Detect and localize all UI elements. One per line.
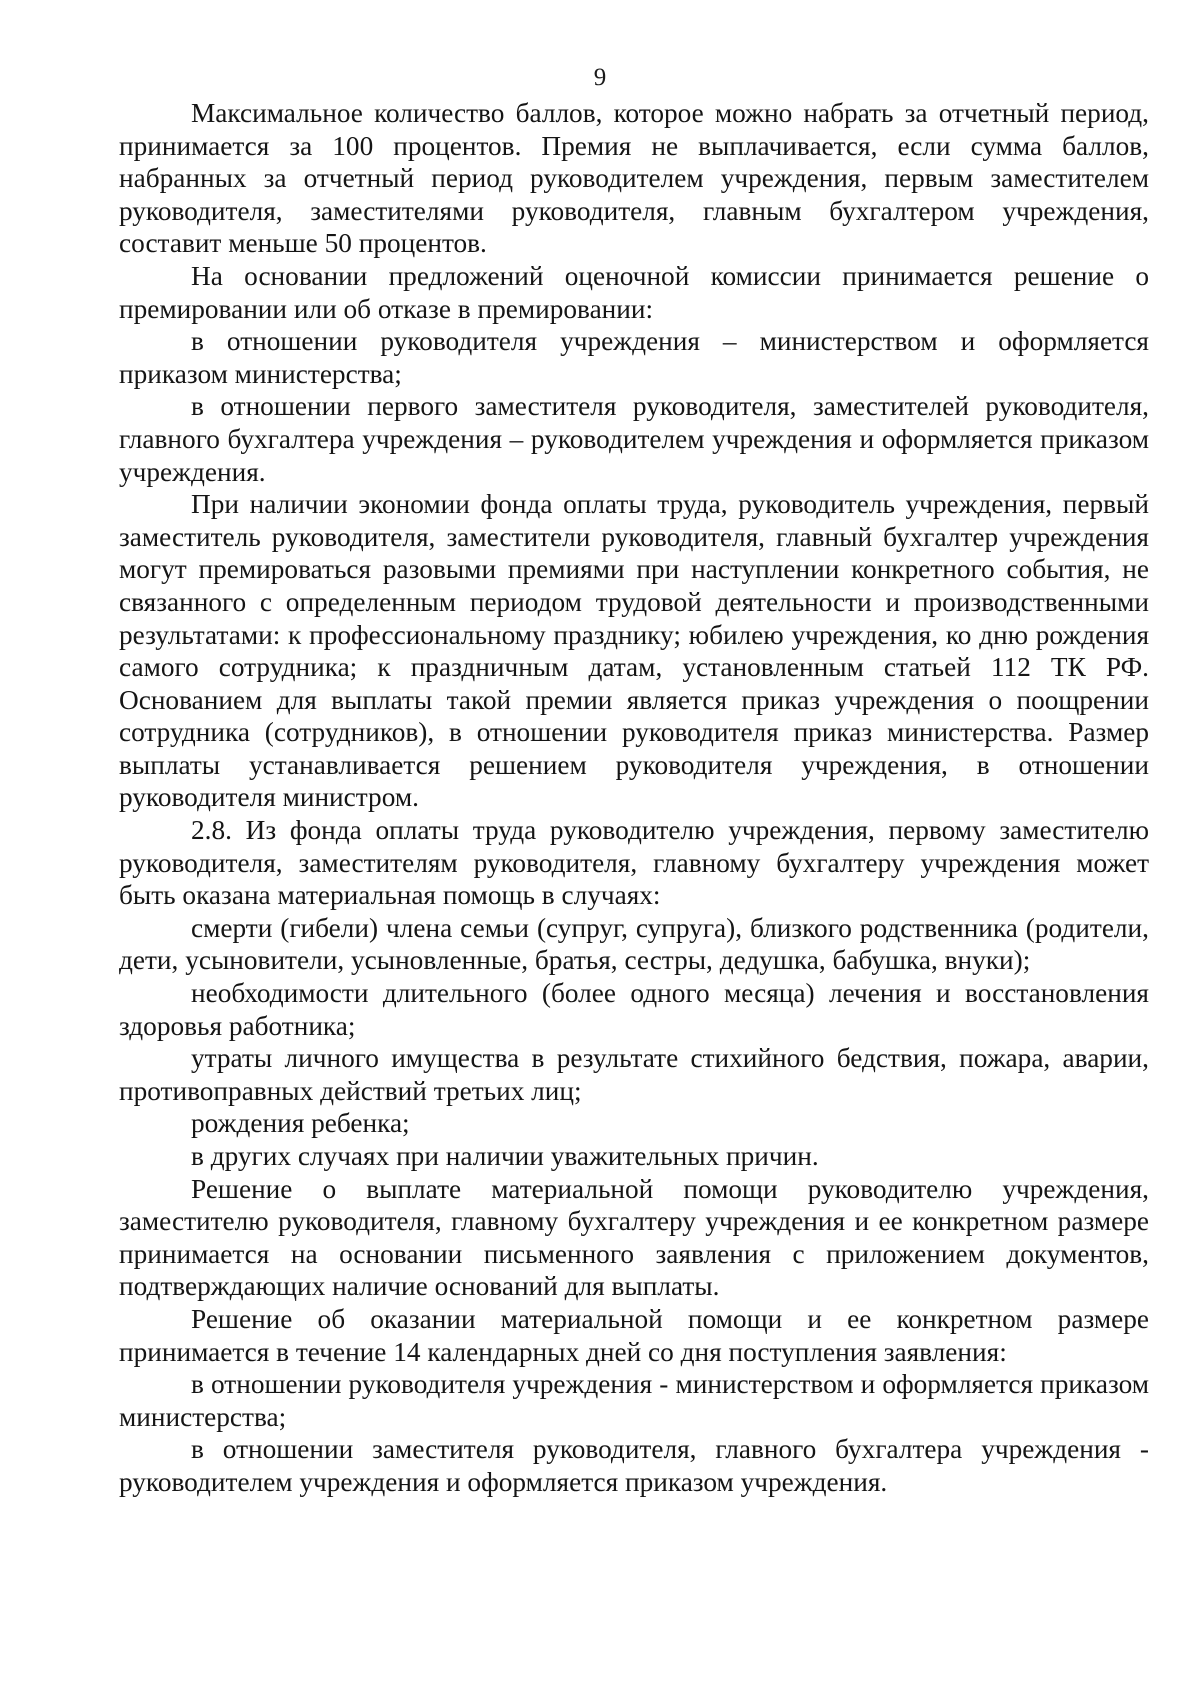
paragraph-case-death: смерти (гибели) члена семьи (супруг, супруга), близкого родственника (родители, дети, усыновители, усыновленные, братья, сестры, дедушка, бабушка, внуки); (119, 912, 1149, 976)
paragraph-case-other: в других случаях при наличии уважительных причин. (191, 1141, 819, 1171)
paragraph-commission-decision: На основании предложений оценочной комиссии принимается решение о премировании или об отказе в премировании: (119, 260, 1149, 324)
paragraph-aid-head-ministry: в отношении руководителя учреждения - министерством и оформляется приказом министерства; (119, 1369, 1149, 1432)
paragraph-case-childbirth: рождения ребенка; (191, 1108, 410, 1139)
paragraph-aid-decision-basis: Решение о выплате материальной помощи руководителю учреждения, заместителю руководителя, главному бухгалтеру учреждения и ее конкретном размере принимается на основании письменного заявления с приложением документов, подтверждающих наличие оснований для выплаты. (119, 1173, 1149, 1302)
paragraph-case-treatment: необходимости длительного (более одного месяца) лечения и восстановления здоровья работника; (119, 978, 1149, 1041)
paragraph-head-bonus-ministry: в отношении руководителя учреждения – министерством и оформляется приказом министерства; (119, 326, 1149, 389)
paragraph-aid-deputies-head: в отношении заместителя руководителя, главного бухгалтера учреждения - руководителем учреждения и оформляется приказом учреждения. (119, 1434, 1149, 1497)
paragraph-case-property-loss: утраты личного имущества в результате стихийного бедствия, пожара, аварии, противоправных действий третьих лиц; (119, 1043, 1149, 1106)
page-number: 9 (593, 64, 607, 91)
paragraph-max-score: Максимальное количество баллов, которое можно набрать за отчетный период, принимается за 100 процентов. Премия не выплачивается, если сумма баллов, набранных за отчетный период руководителем учреждения, первым заместителем руководителя, заместителями руководителя, главным бухгалтером учреждения, составит меньше 50 процентов. (119, 98, 1149, 259)
document-body (119, 97, 1149, 1499)
paragraph-section-2-8: 2.8. Из фонда оплаты труда руководителю учреждения, первому заместителю руководителя, заместителям руководителя, главному бухгалтеру учреждения может быть оказана материальная помощь в случаях: (119, 815, 1149, 911)
paragraph-aid-decision-term: Решение об оказании материальной помощи и ее конкретном размере принимается в течение 14 календарных дней со дня поступления заявления: (119, 1303, 1149, 1367)
paragraph-deputies-bonus-head: в отношении первого заместителя руководителя, заместителей руководителя, главного бухгалтера учреждения – руководителем учреждения и оформляется приказом учреждения. (119, 391, 1149, 487)
paragraph-one-time-bonus: При наличии экономии фонда оплаты труда, руководитель учреждения, первый заместитель руководителя, заместители руководителя, главный бухгалтер учреждения могут премироваться разовыми премиями при наступлении конкретного события, не связанного с определенным периодом трудовой деятельности и производственными результатами: к профессиональному празднику; юбилею учреждения, ко дню рождения самого сотрудника; к праздничным датам, установленным статьей 112 ТК РФ. Основанием для выплаты такой премии является приказ учреждения о поощрении сотрудника (сотрудников), в отношении руководителя приказ министерства. Размер выплаты устанавливается решением руководителя учреждения, в отношении руководителя министром. (119, 489, 1149, 813)
